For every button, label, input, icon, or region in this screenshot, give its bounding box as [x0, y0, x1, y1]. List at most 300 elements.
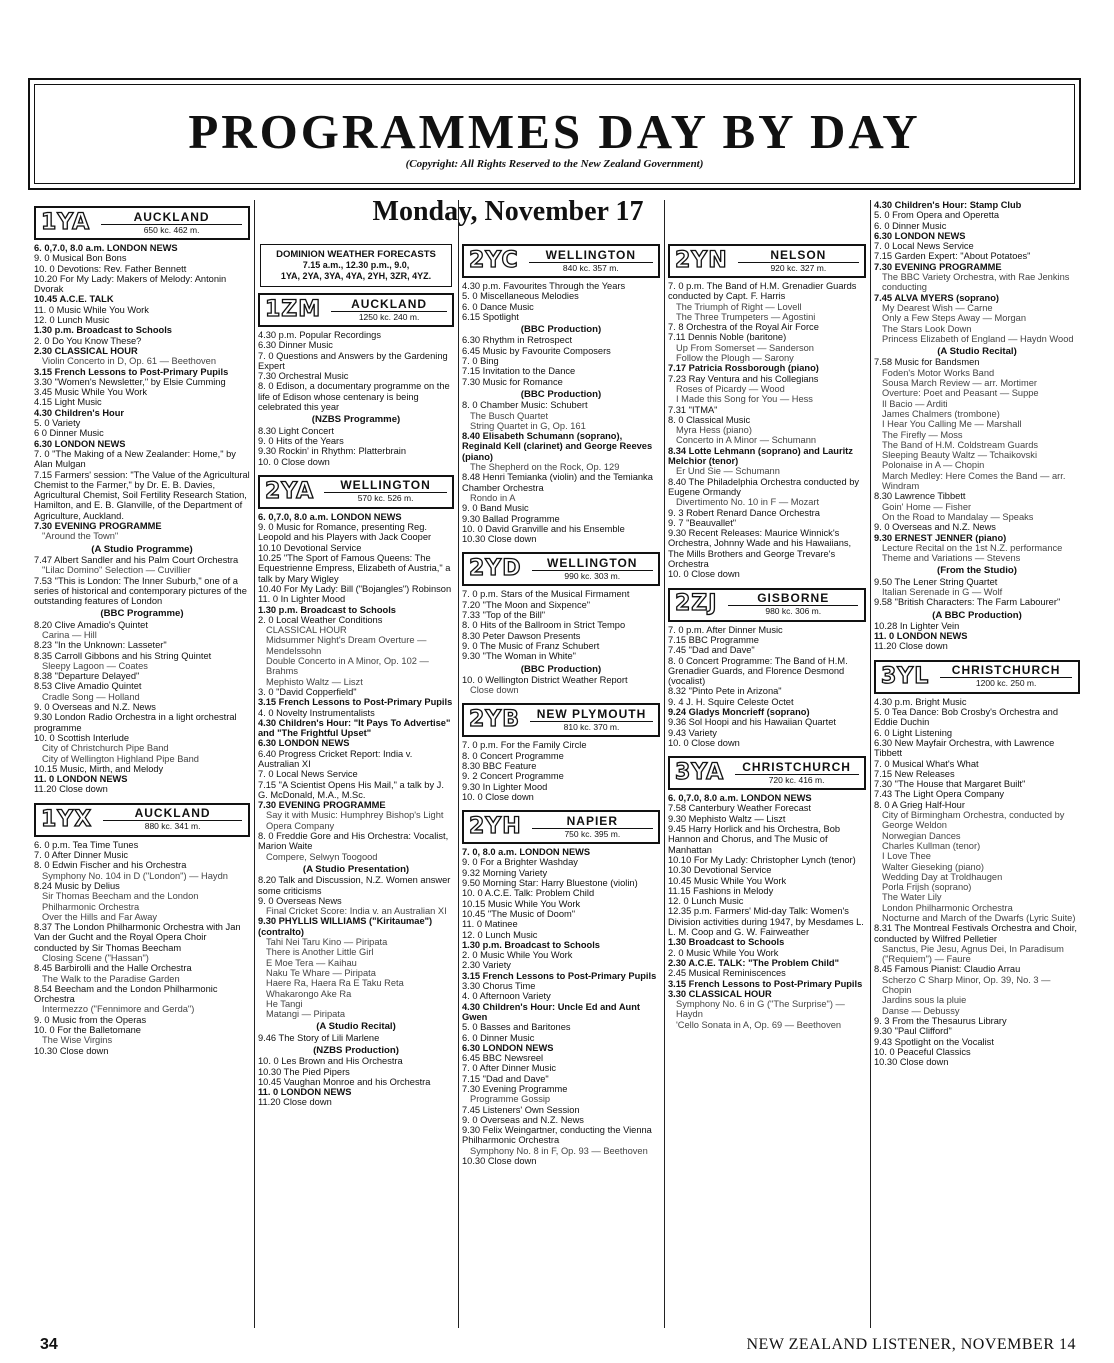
programme-item: I Made this Song for You — Hess — [676, 394, 813, 405]
programme-item: 8.53 Clive Amadio Quintet — [34, 681, 142, 692]
programme-item: Scherzo C Sharp Minor, Op. 39, No. 3 — Chopin — [882, 974, 1051, 996]
station-header — [874, 660, 1080, 694]
station-frequency: 840 kc. 357 m. — [562, 262, 619, 273]
station-header — [34, 206, 250, 240]
programme-item: 8.40 Elisabeth Schumann (soprano), Reginald Kell (clarinet) and George Reeves (piano) — [462, 431, 653, 462]
programme-item: Il Bacio — Arditi — [882, 398, 948, 409]
programme-item: 7.33 "Top of the Bill" — [462, 610, 546, 621]
programme-item: The Busch Quartet — [470, 410, 549, 421]
programme-item: Symphony No. 8 in F, Op. 93 — Beethoven — [470, 1145, 648, 1156]
programme-item: 12. 0 Lunch Music — [462, 929, 538, 940]
programme-item: 8.35 Carroll Gibbons and his String Quintet — [34, 650, 212, 661]
programme-item: Mephisto Waltz — Liszt — [266, 676, 363, 687]
programme-item: Symphony No. 104 in D ("London") — Haydn — [42, 870, 228, 881]
programme-item: 6. 0 Dinner Music — [874, 220, 947, 231]
programme-item: 9.36 Sol Hoopi and his Hawaiian Quartet — [668, 717, 836, 728]
programme-item: 9. 0 The Music of Franz Schubert — [462, 640, 600, 651]
programme-item: I Hear You Calling Me — Marshall — [882, 419, 1022, 430]
programme-item: 3. 0 "David Copperfield" — [258, 686, 357, 697]
programme-item: Intermezzo ("Fennimore and Gerda") — [42, 1004, 195, 1015]
programme-item: 7. 0 p.m. For the Family Circle — [462, 740, 587, 751]
programme-item: 2.30 A.C.E. TALK: "The Problem Child" — [668, 957, 840, 968]
programme-item: 8.54 Beecham and the London Philharmonic Orchestra — [34, 983, 218, 1005]
programme-item: 5. 0 Variety — [34, 418, 81, 429]
programme-item: 10. 0 For the Balletomane — [34, 1025, 141, 1036]
programme-item: 9. 0 For a Brighter Washday — [462, 857, 578, 868]
programme-item: I Love Thee — [882, 851, 931, 862]
programme-item: 8.23 "In the Unknown: Lasseter" — [34, 640, 167, 651]
programme-item: 7.58 Music for Bandsmen — [874, 357, 980, 368]
programme-item: The Water Lily — [882, 892, 942, 903]
station-header — [258, 475, 454, 509]
programme-item: Naku Te Whare — Piripata — [266, 967, 376, 978]
programme-item: Sir Thomas Beecham and the London Philharmonic Orchestra — [42, 891, 199, 912]
programme-item: Charles Kullman (tenor) — [882, 840, 981, 851]
programme-item: Follow the Plough — Sarony — [676, 353, 794, 364]
programme-item: 7.45 "Dad and Dave" — [668, 645, 755, 656]
programme-item: Up From Somerset — Sanderson — [676, 342, 814, 353]
programme-item: 7.15 "Dad and Dave" — [462, 1073, 549, 1084]
station-frequency: 880 kc. 341 m. — [144, 821, 201, 832]
programme-item: 10.45 A.C.E. TALK — [34, 294, 114, 305]
programme-item: 3.15 French Lessons to Post-Primary Pupils — [34, 366, 229, 377]
programme-item: Violin Concerto in D, Op. 61 — Beethoven — [42, 356, 216, 367]
programme-item: 11.20 Close down — [34, 784, 108, 795]
programme-item: Symphony No. 6 in G ("The Surprise") — Haydn — [676, 999, 845, 1020]
programme-item: 7.15 New Releases — [874, 768, 955, 779]
programme-item: 4.30 p.m. Bright Music — [874, 696, 967, 707]
programme-item: 5. 0 Tea Dance: Bob Crosby's Orchestra and Eddie Duchin — [874, 707, 1059, 728]
programme-item: 8.30 Peter Dawson Presents — [462, 630, 581, 641]
programme-item: 10.28 In Lighter Vein — [874, 620, 960, 631]
programme-item: 7.15 Garden Expert: "About Potatoes" — [874, 251, 1031, 262]
programme-item: Compere, Selwyn Toogood — [266, 851, 378, 862]
programme-item: 2. 0 Do You Know These? — [34, 335, 142, 346]
programme-item: 7. 0, 8.0 a.m. LONDON NEWS — [462, 847, 591, 858]
programme-item: 9. 4 J. H. Squire Celeste Octet — [668, 696, 794, 707]
programme-item: The Stars Look Down — [882, 323, 972, 334]
programme-item: 10.30 Devotional Service — [668, 865, 772, 876]
station-name-freq — [722, 590, 864, 620]
programme-item: 7.17 Patricia Rossborough (piano) — [668, 363, 819, 374]
programme-item: 11. 0 Music While You Work — [34, 304, 149, 315]
programme-item: My Dearest Wish — Carne — [882, 302, 993, 313]
programme-item: 6. 0,7.0, 8.0 a.m. LONDON NEWS — [258, 511, 402, 522]
programme-item: 7.15 Invitation to the Dance — [462, 366, 576, 377]
programme-item: (A Studio Programme) — [91, 543, 193, 555]
programme-item: "Around the Town" — [42, 531, 119, 542]
programme-item: (BBC Programme) — [100, 608, 184, 620]
programme-item: 9.30 "Paul Clifford" — [874, 1026, 952, 1037]
station-header — [668, 244, 866, 278]
station-frequency: 720 kc. 416 m. — [768, 774, 825, 785]
programme-item: 7. 0 After Dinner Music — [462, 1063, 557, 1074]
programme-item: 9. 0 Overseas and N.Z. News — [34, 702, 156, 713]
programme-item: 9.30 In Lighter Mood — [462, 781, 548, 792]
programme-item: 7.30 "The House that Margaret Built" — [874, 779, 1026, 790]
station-frequency: 810 kc. 370 m. — [563, 721, 620, 732]
column-4 — [664, 200, 870, 1330]
programme-item: 7. 0 Local News Service — [258, 769, 358, 780]
programme-item: Final Cricket Score: India v. an Australian XI — [266, 906, 447, 917]
programme-item: 11.15 Fashions in Melody — [668, 885, 774, 896]
programme-item: 7.31 "ITMA" — [668, 404, 718, 415]
programme-item: 9.30 ERNEST JENNER (piano) — [874, 532, 1007, 543]
programme-item: Er Und Sie — Schumann — [676, 466, 780, 477]
programme-item: Programme Gossip — [470, 1094, 551, 1105]
programme-item: 9.30 Ballad Programme — [462, 513, 560, 524]
programme-item: 8.24 Music by Delius — [34, 880, 120, 891]
programme-item: 7. 0 Questions and Answers by the Gardening Expert — [258, 350, 448, 371]
programme-item: (BBC Production) — [520, 388, 602, 400]
programme-item: 8. 0 Concert Programme: The Band of H.M. Grenadier Guards, and Florence Desmond (vocalist) — [668, 655, 848, 687]
programme-item: 3.30 "Women's Newsletter," by Elsie Cumming — [34, 376, 226, 387]
programme-item: 8.40 The Philadelphia Orchestra conducted by Eugene Ormandy — [668, 476, 860, 497]
programme-item: 10.25 "The Sport of Famous Queens: The Equestrienne Empress, Elizabeth of Austria," a talk by Mary Wigley — [258, 553, 451, 584]
programme-item: 9.58 "British Characters: The Farm Labourer" — [874, 597, 1061, 608]
station-callsign: 2YH — [469, 814, 522, 840]
programme-item: 10. 0 Peaceful Classics — [874, 1046, 971, 1057]
programme-item: 7. 0 After Dinner Music — [34, 850, 129, 861]
programme-item: 10.15 Music While You Work — [462, 898, 581, 909]
programme-item: 6.15 Spotlight — [462, 311, 519, 322]
programme-item: Wedding Day at Troldhaugen — [882, 871, 1003, 882]
programme-item: 7.20 "The Moon and Sixpence" — [462, 599, 591, 610]
station-name: GISBORNE — [728, 592, 858, 606]
page-number: 34 — [40, 1336, 58, 1353]
programme-item: 9.43 Spotlight on the Vocalist — [874, 1036, 994, 1047]
programme-item: Sousa March Review — arr. Mortimer — [882, 378, 1037, 389]
programme-item: Italian Serenade in G — Wolf — [882, 586, 1003, 597]
programme-item: 9. 3 Robert Renard Dance Orchestra — [668, 507, 820, 518]
programme-item: 10. 0 David Granville and his Ensemble — [462, 523, 625, 534]
station-name: NELSON — [738, 249, 859, 263]
programme-item: 6.30 Dinner Music — [258, 340, 333, 351]
programme-item: 7.15 "A Scientist Opens His Mail," a talk by J. G. McDonald, M.A., M.Sc. — [258, 779, 444, 800]
programme-item: 1.30 Broadcast to Schools — [668, 937, 785, 948]
station-name-freq — [733, 246, 864, 276]
programme-item: (BBC Production) — [520, 324, 602, 336]
programme-item: Foden's Motor Works Band — [882, 367, 995, 378]
weather-times: 7.15 a.m., 12.30 p.m., 9.0, — [302, 260, 410, 270]
weather-stations: 1YA, 2YA, 3YA, 4YA, 2YH, 3ZR, 4YZ. — [280, 271, 432, 281]
programme-item: 9. 7 "Beauvallet" — [668, 517, 737, 528]
programme-item: 8.38 "Departure Delayed" — [34, 671, 140, 682]
programme-item: 9. 0 Music for Romance, presenting Reg. Leopold and his Players with Jack Cooper — [258, 522, 432, 543]
programme-item: 9.32 Morning Variety — [462, 867, 548, 878]
page-title: PROGRAMMES DAY BY DAY — [188, 104, 921, 159]
programme-item: 8.37 The London Philharmonic Orchestra with Jan Van der Gucht and the Royal Opera Choir conducted by Sir Thomas Beecham — [34, 922, 241, 953]
programme-item: Sleepy Lagoon — Coates — [42, 660, 148, 671]
programme-item: (A Studio Recital) — [937, 346, 1017, 358]
programme-item: 9. 0 Music from the Operas — [34, 1014, 147, 1025]
programme-item: There is Another Little Girl — [266, 947, 374, 958]
programme-item: 2.30 Variety — [462, 960, 511, 971]
programme-item: 9. 0 Musical Bon Bons — [34, 253, 127, 264]
programme-item: 12.35 p.m. Farmers' Mid-day Talk: Women's Division activities during 1947, by Mesdames L. L. M. Coop and G. W. Fairweather — [668, 906, 864, 938]
programme-item: 11. 0 In Lighter Mood — [258, 594, 346, 605]
programme-item: 9.30 Recent Releases: Maurice Winnick's Orchestra, Johnny Wade and his Hawaiians, The Mills Brothers and George Trevare's Orchestra — [668, 528, 852, 570]
weather-title: DOMINION WEATHER FORECASTS — [276, 249, 436, 260]
station-name: NAPIER — [532, 815, 653, 829]
programme-item: CLASSICAL HOUR — [266, 625, 347, 636]
programme-item: 8.30 Lawrence Tibbett — [874, 491, 966, 502]
programme-item: 2.30 CLASSICAL HOUR — [34, 345, 138, 356]
programme-item: The BBC Variety Orchestra, with Rae Jenkins conducting — [882, 272, 1070, 293]
programme-item: The Triumph of Right — Lovell — [676, 301, 802, 312]
station-frequency: 1200 kc. 250 m. — [975, 678, 1037, 689]
station-name-freq — [934, 662, 1078, 692]
programme-item: March Medley: Here Comes the Band — arr. Windram — [882, 470, 1066, 492]
programme-item: Porla Frijsh (soprano) — [882, 882, 972, 893]
programme-item: 4. 0 Afternoon Variety — [462, 991, 551, 1002]
programme-item: 7. 8 Orchestra of the Royal Air Force — [668, 322, 819, 333]
station-callsign: 2YD — [469, 556, 522, 582]
programme-item: 3.15 French Lessons to Post-Primary Pupils — [668, 978, 863, 989]
programme-item: He Tangi — [266, 998, 303, 1009]
programme-item: 10.20 For My Lady: Makers of Melody: Antonin Dvorak — [34, 273, 227, 295]
programme-item: 9.24 Gladys Moncrieff (soprano) — [668, 706, 810, 717]
programme-item: Closing Scene ("Hassan") — [42, 953, 149, 963]
programme-item: 7.15 Farmers' session: "The Value of the Agricultural Chemist to the Farmer," by Dr. E. B. Davies, Agricultural Chemist, Soil Fertility Research Station, Hamilton, and E. B. Glanville, of the Department of Agriculture, Auckland. — [34, 469, 250, 521]
programme-item: 9.30 London Radio Orchestra in a light orchestral programme — [34, 712, 237, 733]
programme-item: 12. 0 Lunch Music — [34, 315, 110, 326]
programme-item: 6. 0 p.m. Tea Time Tunes — [34, 839, 139, 850]
programme-item: 7.30 Evening Programme — [462, 1084, 568, 1094]
station-callsign: 1YX — [41, 806, 93, 832]
programme-item: 4.30 Children's Hour — [34, 407, 125, 418]
weather-forecast-box — [260, 244, 452, 287]
programme-item: The Firefly — Moss — [882, 429, 963, 440]
programme-item: Theme and Variations — Stevens — [882, 553, 1021, 564]
programme-item: 10. 0 Devotions: Rev. Father Bennett — [34, 263, 187, 274]
programme-item: 7.58 Canterbury Weather Forecast — [668, 803, 811, 814]
programme-item: Goin' Home — Fisher — [882, 501, 972, 512]
programme-item: 10.45 "The Music of Doom" — [462, 908, 576, 919]
station-name-freq — [729, 758, 864, 788]
programme-item: 6. 0 Dinner Music — [462, 1032, 535, 1043]
programme-item: Midsummer Night's Dream Overture — Mendelssohn — [266, 635, 427, 656]
programme-item: 8.20 Clive Amadio's Quintet — [34, 619, 148, 630]
programme-item: 10. 0 Close down — [668, 569, 740, 580]
programme-item: 6. 0,7.0, 8.0 a.m. LONDON NEWS — [668, 793, 812, 804]
programme-item: Polonaise in A — Chopin — [882, 460, 985, 471]
programme-item: The Walk to the Paradise Garden — [42, 973, 180, 984]
programme-item: Tahi Nei Taru Kino — Piripata — [266, 937, 388, 948]
programme-item: 6.45 Music by Favourite Composers — [462, 345, 611, 356]
programme-item: 8.45 Barbirolli and the Halle Orchestra — [34, 963, 192, 974]
station-header — [668, 588, 866, 622]
programme-item: 9. 0 Overseas and N.Z. News — [874, 522, 996, 533]
programme-item: Princess Elizabeth of England — Haydn Wood — [882, 333, 1074, 344]
programme-item: Lecture Recital on the 1st N.Z. performance — [882, 542, 1063, 553]
column-5 — [870, 200, 1084, 1330]
station-name: WELLINGTON — [532, 557, 653, 571]
station-frequency: 650 kc. 462 m. — [143, 224, 200, 235]
programme-item: 6.30 Rhythm in Retrospect — [462, 335, 573, 346]
programme-item: (A Studio Recital) — [316, 1021, 396, 1033]
programme-item: 6. 0,7.0, 8.0 a.m. LONDON NEWS — [34, 243, 178, 253]
station-frequency: 980 kc. 306 m. — [765, 606, 822, 617]
programme-item: 4.30 Children's Hour: Stamp Club — [874, 200, 1022, 210]
programme-item: Only a Few Steps Away — Morgan — [882, 313, 1026, 324]
programme-item: (NZBS Production) — [313, 1045, 399, 1056]
station-name: AUCKLAND — [103, 807, 242, 821]
station-name-freq — [319, 477, 452, 507]
programme-item: Danse — Debussy — [882, 1005, 960, 1016]
programme-item: 8. 0 Chamber Music: Schubert — [462, 400, 588, 411]
programme-item: 4. 0 Novelty Instrumentalists — [258, 707, 375, 718]
programme-item: 7.30 EVENING PROGRAMME — [34, 521, 162, 532]
programme-item: 3.15 French Lessons to Post-Primary Pupils — [462, 970, 657, 981]
programme-item: Cradle Song — Holland — [42, 691, 140, 702]
station-header — [462, 703, 660, 737]
station-frequency: 920 kc. 327 m. — [770, 262, 827, 273]
programme-item: 1.30 p.m. Broadcast to Schools — [34, 325, 172, 336]
programme-item: 7.11 Dennis Noble (baritone) — [668, 332, 787, 343]
programme-item: 7. 0 "The Making of a New Zealander: Home," by Alan Mulgan — [34, 448, 236, 470]
programme-item: 11.20 Close down — [258, 1097, 332, 1108]
programme-item: 9.43 Variety — [668, 727, 717, 738]
programme-item: 10. 0 Close down — [668, 737, 740, 748]
programme-item: 8.45 Famous Pianist: Claudio Arrau — [874, 964, 1021, 975]
programme-item: 5. 0 Miscellaneous Melodies — [462, 291, 579, 302]
programme-item: 11.20 Close down — [874, 641, 948, 652]
programme-item: 7.30 Orchestral Music — [258, 371, 349, 382]
programme-item: City of Christchurch Pipe Band — [42, 743, 169, 754]
programme-item: 8. 0 Hits of the Ballroom in Strict Tempo — [462, 620, 626, 631]
column-3 — [458, 200, 664, 1330]
station-name-freq — [326, 295, 452, 325]
programme-item: Jardins sous la pluie — [882, 995, 967, 1006]
programme-item: 8.32 "Pinto Pete in Arizona" — [668, 686, 782, 697]
programme-item: 10.40 For My Lady: Bill ("Bojangles") Robinson — [258, 583, 452, 594]
programme-item: Say it with Music: Humphrey Bishop's Light Opera Company — [266, 810, 444, 831]
programme-item: 9.30 Mephisto Waltz — Liszt — [668, 813, 786, 824]
programme-item: 10.15 Music, Mirth, and Melody — [34, 763, 164, 774]
programme-item: 8. 0 A Grieg Half-Hour — [874, 799, 965, 810]
station-callsign: 2YC — [469, 247, 519, 273]
programme-item: James Chalmers (trombone) — [882, 408, 1000, 419]
programme-item: 8. 0 Edwin Fischer and his Orchestra — [34, 860, 187, 871]
station-name-freq — [527, 812, 658, 842]
programme-item: 7.30 EVENING PROGRAMME — [874, 261, 1002, 272]
programme-item: Whakarongo Ake Ra — [266, 988, 352, 999]
programme-item: 5. 0 From Opera and Operetta — [874, 210, 1000, 221]
programme-item: 8.30 BBC Feature — [462, 760, 537, 771]
programme-item: London Philharmonic Orchestra — [882, 902, 1013, 913]
programme-item: "Lilac Domino" Selection — Cuvillier — [42, 565, 191, 576]
programme-item: 7.53 "This is London: The Inner Suburb," one of a series of historical and contemporary pictures of the outstanding features of London — [34, 575, 247, 607]
programme-item: 8. 0 Edison, a documentary programme on the life of Edison whose centenary is being celebrated this year — [258, 381, 450, 413]
copyright-notice: (Copyright: All Rights Reserved to the New Zealand Government) — [405, 158, 704, 170]
station-name: WELLINGTON — [324, 479, 446, 493]
programme-item: 7. 0 Musical What's What — [874, 758, 979, 769]
programme-item: 10.30 Close down — [462, 1156, 537, 1167]
programme-item: 3.30 CLASSICAL HOUR — [668, 988, 772, 999]
programme-item: 6.45 BBC Newsreel — [462, 1053, 544, 1064]
programme-item: 9. 2 Concert Programme — [462, 771, 564, 782]
programme-item: 4.15 Light Music — [34, 397, 102, 408]
programme-item: 9. 0 Band Music — [462, 503, 529, 514]
station-callsign: 1YA — [41, 209, 91, 235]
programme-item: 4.30 Children's Hour: "It Pays To Advertise" and "The Frightful Upset" — [258, 717, 451, 739]
column-1 — [30, 200, 254, 1330]
programme-item: Norwegian Dances — [882, 830, 961, 841]
programme-item: 10.10 For My Lady: Christopher Lynch (tenor) — [668, 854, 856, 865]
programme-item: 6.30 LONDON NEWS — [34, 438, 126, 449]
programme-item: 6.30 LONDON NEWS — [874, 230, 966, 241]
station-header — [258, 293, 454, 327]
station-name-freq — [97, 805, 248, 835]
programme-item: 8.30 Light Concert — [258, 425, 334, 436]
programme-item: 10. 0 A.C.E. Talk: Problem Child — [462, 888, 595, 899]
programme-item: Carina — Hill — [42, 629, 97, 640]
programme-item: 9. 0 Hits of the Years — [258, 435, 344, 446]
station-callsign: 2YB — [469, 707, 521, 733]
station-name: NEW PLYMOUTH — [530, 708, 652, 722]
programme-item: (A BBC Production) — [932, 609, 1022, 621]
programme-item: Concerto in A Minor — Schumann — [676, 435, 817, 446]
programme-item: 6. 0 Light Listening — [874, 727, 953, 738]
programme-item: 10. 0 Wellington District Weather Report — [462, 674, 628, 685]
programme-item: 3.15 French Lessons to Post-Primary Pupils — [258, 697, 453, 708]
programme-item: 8.48 Henri Temianka (violin) and the Temianka Chamber Orchestra — [462, 472, 653, 493]
programme-item: E Moe Tera — Kaihau — [266, 957, 357, 968]
programme-item: 9.30 Felix Weingartner, conducting the Vienna Philharmonic Orchestra — [462, 1125, 652, 1146]
programme-item: 7. 0 p.m. After Dinner Music — [668, 624, 783, 635]
programme-item: (From the Studio) — [937, 565, 1017, 577]
station-name-freq — [95, 208, 248, 238]
programme-item: 7. 0 Bing — [462, 356, 499, 367]
programme-item: Double Concerto in A Minor, Op. 102 — Brahms — [266, 656, 429, 677]
station-name-freq — [527, 554, 659, 584]
masthead — [28, 78, 1081, 190]
programme-item: (A Studio Presentation) — [302, 863, 410, 875]
programme-item: 6.30 New Mayfair Orchestra, with Lawrence Tibbett — [874, 737, 1055, 759]
programme-item: 10. 0 Close down — [258, 456, 330, 467]
programme-item: The Three Trumpeters — Agostini — [676, 311, 816, 322]
programme-item: 6. 0 Dance Music — [462, 301, 534, 312]
programme-item: 9. 3 From the Thesaurus Library — [874, 1015, 1007, 1026]
programme-item: 7.45 Listeners' Own Session — [462, 1104, 580, 1115]
programme-item: String Quartet in G, Op. 161 — [470, 420, 586, 431]
programme-item: 7.30 EVENING PROGRAMME — [258, 800, 386, 811]
programme-item: 10.45 Vaughan Monroe and his Orchestra — [258, 1076, 431, 1087]
station-callsign: 2YN — [675, 247, 728, 273]
date-heading: Monday, November 17 — [372, 196, 644, 227]
programme-item: 9.45 Harry Horlick and his Orchestra, Bob Hannon and Chorus, and The Music of Manhattan — [668, 824, 841, 855]
programme-item: 7.43 The Light Opera Company — [874, 789, 1005, 800]
station-callsign: 2YA — [265, 478, 315, 504]
station-callsign: 3YL — [881, 663, 930, 689]
station-header — [462, 810, 660, 844]
programme-item: 10.30 Close down — [874, 1057, 949, 1068]
programme-item: 7.47 Albert Sandler and his Palm Court Orchestra — [34, 554, 239, 565]
programme-item: On the Road to Mandalay — Speaks — [882, 511, 1034, 522]
programme-item: Walter Gieseking (piano) — [882, 861, 984, 872]
programme-item: 10.30 Close down — [462, 534, 537, 545]
programme-item: Over the Hills and Far Away — [42, 911, 158, 922]
station-frequency: 1250 kc. 240 m. — [358, 311, 420, 322]
column-2 — [254, 200, 458, 1330]
station-header — [462, 244, 660, 278]
programme-item: 2.45 Musical Reminiscences — [668, 968, 786, 979]
station-header — [462, 552, 660, 586]
programme-item: 1.30 p.m. Broadcast to Schools — [258, 604, 396, 615]
programme-item: Nocturne and March of the Dwarfs (Lyric Suite) — [882, 913, 1076, 923]
masthead-inner-frame — [34, 84, 1075, 184]
